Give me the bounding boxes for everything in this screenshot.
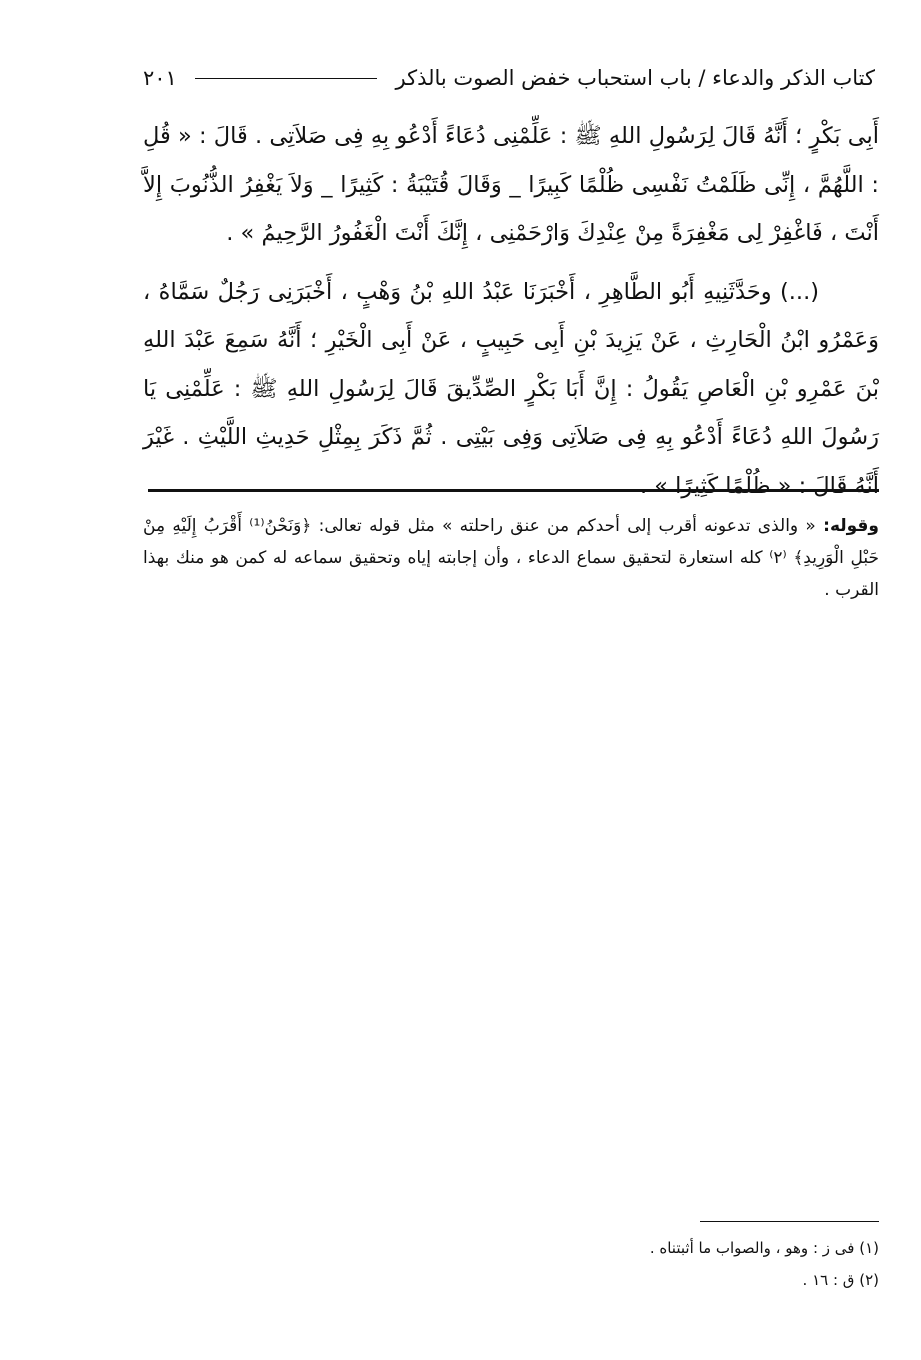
hadith-paragraph: أَبِى بَكْرٍ ؛ أَنَّهُ قَالَ لِرَسُولِ اللهِ ﷺ : عَلِّمْنِى دُعَاءً أَدْعُو بِهِ فِى صَلاَتِى . قَالَ : « قُلِ : اللَّهُمَّ ، إِنِّى ظَلَمْتُ نَفْسِى ظُلْمًا كَبِيرًا _ وَقَالَ قُتَيْبَةُ : كَثِيرًا _ وَلاَ يَغْفِرُ الذُّنُوبَ إِلاَّ أَنْتَ ، فَاغْفِرْ لِى مَغْفِرَةً مِنْ عِنْدِكَ وَارْحَمْنِى ، إِنَّكَ أَنْتَ الْغَفُورُ الرَّحِيمُ » .: [143, 123, 879, 246]
commentary-lead: وقوله:: [823, 516, 879, 536]
footnote-rule: [700, 1221, 879, 1222]
footnote: (٢) ق : ١٦ .: [802, 1271, 879, 1289]
footnote: (١) فى ز : وهو ، والصواب ما أثبتناه .: [649, 1239, 879, 1257]
section-divider: [148, 489, 879, 492]
commentary-block: [143, 510, 879, 606]
running-header: [143, 58, 875, 98]
commentary-text: « والذى تدعونه أقرب إلى أحدكم من عنق راحلته » مثل قوله تعالى: ﴿وَنَحْنُ⁽¹⁾ أَقْرَبُ إِلَيْهِ مِنْ حَبْلِ الْوَرِيدِ﴾ ⁽٢⁾ كله استعارة لتحقيق سماع الدعاء ، وأن إجابته إياه وتحقيق سماعه له كمن هو منك بهذا القرب .: [143, 516, 879, 600]
page-number: ٢٠١: [143, 66, 177, 90]
header-rule: [195, 78, 378, 79]
footnotes: [500, 1232, 879, 1296]
hadith-text: [143, 112, 879, 510]
hadith-paragraph: (...) وحَدَّثَنِيهِ أَبُو الطَّاهِرِ ، أَخْبَرَنَا عَبْدُ اللهِ بْنُ وَهْبٍ ، أَخْبَرَنِى رَجُلٌ سَمَّاهُ ، وَعَمْرُو ابْنُ الْحَارِثِ ، عَنْ يَزِيدَ بْنِ أَبِى حَبِيبٍ ، عَنْ أَبِى الْخَيْرِ ؛ أَنَّهُ سَمِعَ عَبْدَ اللهِ بْنَ عَمْرِو بْنِ الْعَاصِ يَقُولُ : إِنَّ أَبَا بَكْرٍ الصِّدِّيقَ قَالَ لِرَسُولِ اللهِ ﷺ : عَلِّمْنِى يَا رَسُولَ اللهِ دُعَاءً أَدْعُو بِهِ فِى صَلاَتِى وَفِى بَيْتِى . ثُمَّ ذَكَرَ بِمِثْلِ حَدِيثِ اللَّيْثِ . غَيْرَ أَنَّهُ قَالَ : « ظُلْمًا كَثِيرًا » .: [143, 278, 879, 499]
chapter-title: كتاب الذكر والدعاء / باب استحباب خفض الصوت بالذكر: [395, 66, 875, 90]
